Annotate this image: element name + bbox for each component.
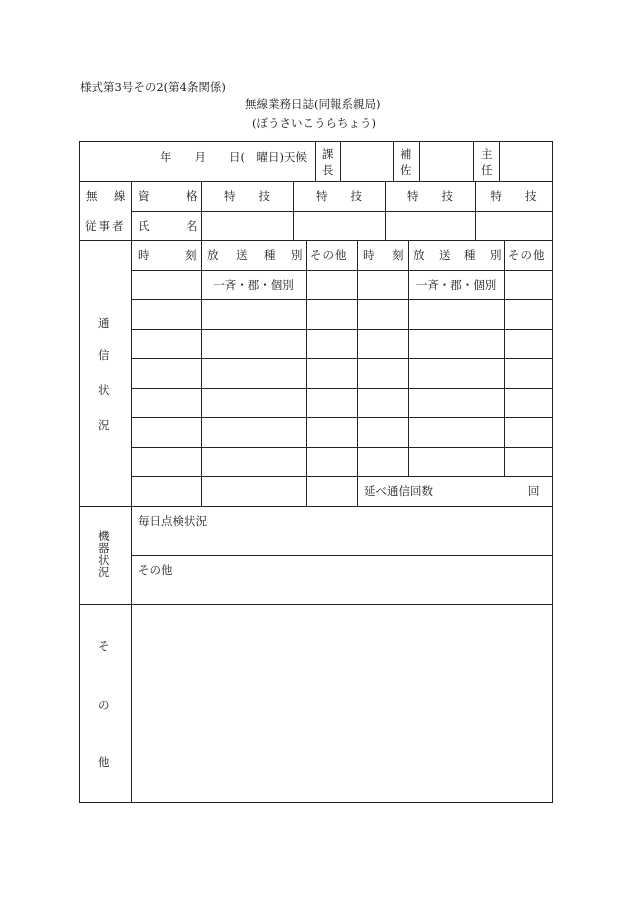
form-title-reading: (ぼうさいこうらちょう) — [252, 116, 376, 130]
comm-section-label-1: 通 — [98, 316, 110, 330]
qualification-label-a: 資 — [138, 189, 150, 203]
name-label-a: 氏 — [138, 219, 150, 233]
qualification-value-4: 特 技 — [490, 189, 537, 203]
form-title: 無線業務日誌(同報系親局) — [245, 97, 381, 111]
kacho-stamp-box[interactable] — [341, 142, 392, 180]
operator-name-field-4[interactable] — [476, 212, 551, 239]
type-label-right-b: 送 — [439, 248, 451, 262]
daily-check-label: 毎日点検状況 — [138, 514, 207, 528]
broadcast-scope-right: 一斉・郡・個別 — [415, 278, 497, 292]
form-number: 様式第3号その2(第4条関係) — [80, 80, 226, 94]
name-label-b: 名 — [186, 219, 198, 233]
operator-label-1b: 線 — [114, 189, 126, 203]
equipment-label-1: 機 — [98, 529, 110, 543]
operator-name-field-1[interactable] — [202, 212, 292, 239]
time-label-right-b: 刻 — [392, 248, 404, 262]
type-label-left-a: 放 — [207, 248, 219, 262]
shunin-label-2: 任 — [481, 163, 493, 177]
operator-label-1a: 無 — [86, 189, 98, 203]
time-label-left-b: 刻 — [185, 248, 197, 262]
type-label-left-d: 別 — [291, 248, 303, 262]
date-weather-label: 年 月 日( 曜日)天候 — [160, 150, 307, 164]
hosa-stamp-box[interactable] — [420, 142, 472, 180]
qualification-label-b: 格 — [186, 189, 198, 203]
type-label-left-c: 種 — [264, 248, 276, 262]
shunin-stamp-box[interactable] — [500, 142, 551, 180]
other-label-right: その他 — [508, 248, 546, 262]
time-label-left-a: 時 — [138, 248, 150, 262]
equipment-label-3: 状 — [98, 553, 110, 567]
type-label-left-b: 送 — [236, 248, 248, 262]
hosa-label-2: 佐 — [400, 163, 412, 177]
other-section-label-3: 他 — [98, 755, 110, 769]
shunin-label-1: 主 — [481, 147, 493, 161]
equipment-other-label: その他 — [138, 563, 173, 577]
other-label-left: その他 — [310, 248, 348, 262]
comm-section-label-3: 状 — [98, 383, 110, 397]
total-count-unit: 回 — [528, 484, 540, 498]
qualification-value-3: 特 技 — [407, 189, 453, 203]
time-label-right-a: 時 — [363, 248, 375, 262]
equipment-label-4: 況 — [98, 565, 110, 579]
equipment-label-2: 器 — [98, 541, 110, 555]
other-section-label-2: の — [98, 698, 110, 712]
equipment-other-field[interactable] — [132, 580, 551, 603]
comm-section-label-2: 信 — [98, 348, 110, 362]
type-label-right-d: 別 — [490, 248, 502, 262]
operator-name-field-2[interactable] — [294, 212, 384, 239]
total-count-label: 延べ通信回数 — [364, 484, 433, 498]
kacho-label-1: 課 — [322, 147, 334, 161]
qualification-value-2: 特 技 — [316, 189, 362, 203]
comm-section-label-4: 況 — [98, 418, 110, 432]
other-notes-field[interactable] — [132, 605, 551, 801]
broadcast-scope-left: 一斉・郡・個別 — [213, 278, 294, 292]
qualification-value-1: 特 技 — [224, 189, 270, 203]
operator-name-field-3[interactable] — [386, 212, 474, 239]
operator-label-2: 従事者 — [85, 219, 126, 233]
type-label-right-c: 種 — [464, 248, 476, 262]
total-count-field[interactable] — [440, 478, 520, 504]
hosa-label-1: 補 — [400, 147, 412, 161]
type-label-right-a: 放 — [413, 248, 425, 262]
daily-check-field[interactable] — [132, 532, 551, 554]
kacho-label-2: 長 — [322, 163, 334, 177]
other-section-label-1: そ — [98, 639, 110, 653]
